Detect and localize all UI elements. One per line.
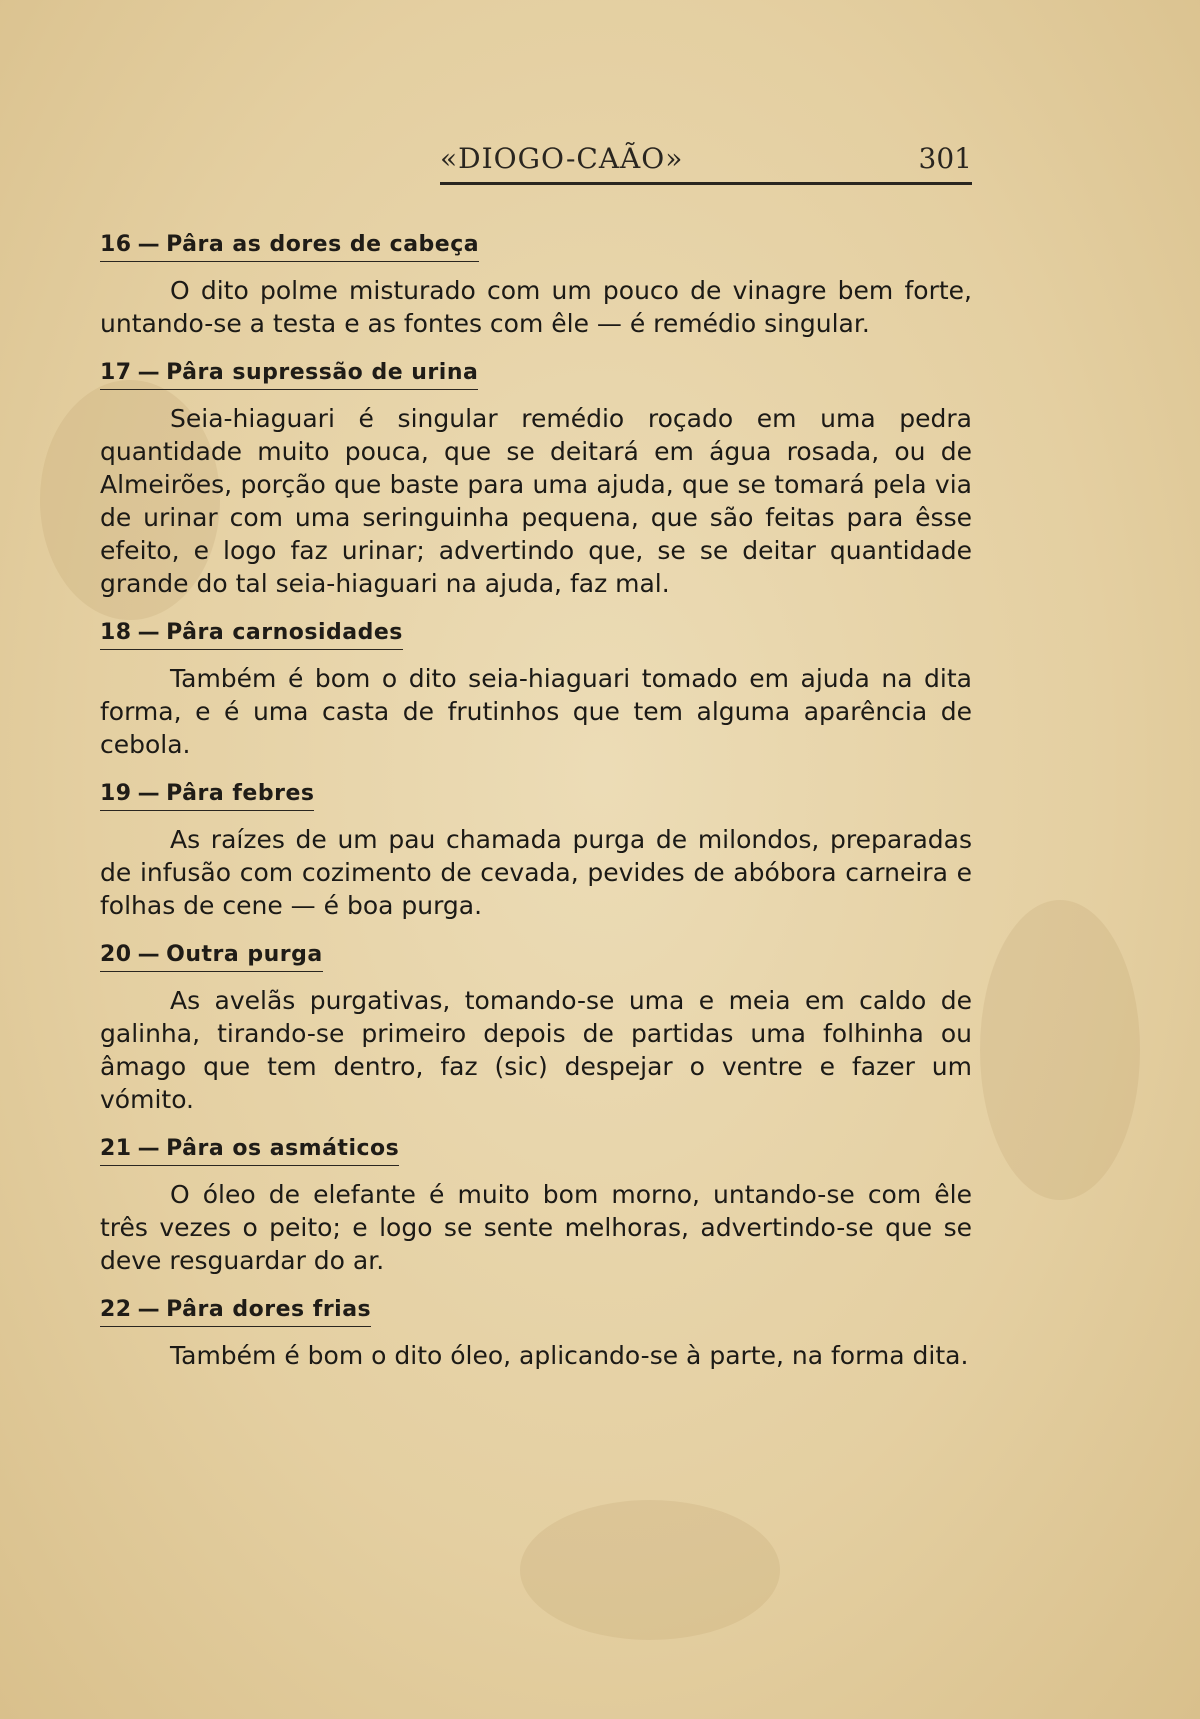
section-text: O óleo de elefante é muito bom morno, untando-se com êle três vezes o peito; e logo se sente melhoras, advertindo-se que se deve resguardar do ar. <box>100 1180 972 1275</box>
section-title: Pâra as dores de cabeça <box>166 232 480 257</box>
section-dash: — <box>137 942 161 967</box>
page-number: 301 <box>918 142 972 175</box>
recipe-section-17 <box>100 360 972 600</box>
section-heading <box>100 1136 399 1166</box>
section-number: 22 <box>100 1297 132 1322</box>
section-dash: — <box>137 232 161 257</box>
section-number: 19 <box>100 781 132 806</box>
section-title: Pâra febres <box>166 781 315 806</box>
section-text: O dito polme misturado com um pouco de vinagre bem forte, untando-se a testa e as fontes com êle — é remédio singular. <box>100 276 972 338</box>
running-title: «DIOGO-CAÃO» <box>440 142 684 175</box>
running-head <box>100 142 972 184</box>
page-content <box>100 232 972 1392</box>
recipe-section-16 <box>100 232 972 340</box>
paper-stain <box>980 900 1140 1200</box>
section-heading <box>100 360 478 390</box>
section-dash: — <box>137 1297 161 1322</box>
section-dash: — <box>137 620 161 645</box>
section-title: Pâra carnosidades <box>166 620 403 645</box>
recipe-section-22 <box>100 1297 972 1372</box>
section-number: 17 <box>100 360 132 385</box>
section-text: Seia-hiaguari é singular remédio roçado em uma pedra quantidade muito pouca, que se deitará em água rosada, ou de Almeirões, porção que baste para uma ajuda, que se tomará pela via de urinar com uma seringuinha pequena, que são feitas para êsse efeito, e logo faz urinar; advertindo que, se se deitar quantidade grande do tal seia-hiaguari na ajuda, faz mal. <box>100 404 972 598</box>
section-title: Pâra dores frias <box>166 1297 372 1322</box>
section-number: 21 <box>100 1136 132 1161</box>
recipe-section-21 <box>100 1136 972 1277</box>
section-number: 20 <box>100 942 132 967</box>
recipe-section-20 <box>100 942 972 1116</box>
paper-stain <box>520 1500 780 1640</box>
section-dash: — <box>137 360 161 385</box>
section-number: 16 <box>100 232 132 257</box>
header-rule <box>440 182 972 185</box>
recipe-section-19 <box>100 781 972 922</box>
section-dash: — <box>137 781 161 806</box>
section-title: Pâra supressão de urina <box>166 360 479 385</box>
section-heading <box>100 232 479 262</box>
section-title: Outra purga <box>166 942 323 967</box>
section-number: 18 <box>100 620 132 645</box>
section-text: As avelãs purgativas, tomando-se uma e meia em caldo de galinha, tirando-se primeiro depois de partidas uma folhinha ou âmago que tem dentro, faz (sic) despejar o ventre e fazer um vómito. <box>100 986 972 1114</box>
section-dash: — <box>137 1136 161 1161</box>
section-heading <box>100 1297 371 1327</box>
recipe-section-18 <box>100 620 972 761</box>
section-text: As raízes de um pau chamada purga de milondos, preparadas de infusão com cozimento de cevada, pevides de abóbora carneira e folhas de cene — é boa purga. <box>100 825 972 920</box>
section-heading <box>100 781 314 811</box>
section-text: Também é bom o dito seia-hiaguari tomado em ajuda na dita forma, e é uma casta de frutinhos que tem alguma aparência de cebola. <box>100 664 972 759</box>
section-heading <box>100 620 403 650</box>
section-heading <box>100 942 323 972</box>
section-title: Pâra os asmáticos <box>166 1136 400 1161</box>
section-text: Também é bom o dito óleo, aplicando-se à parte, na forma dita. <box>170 1341 969 1370</box>
